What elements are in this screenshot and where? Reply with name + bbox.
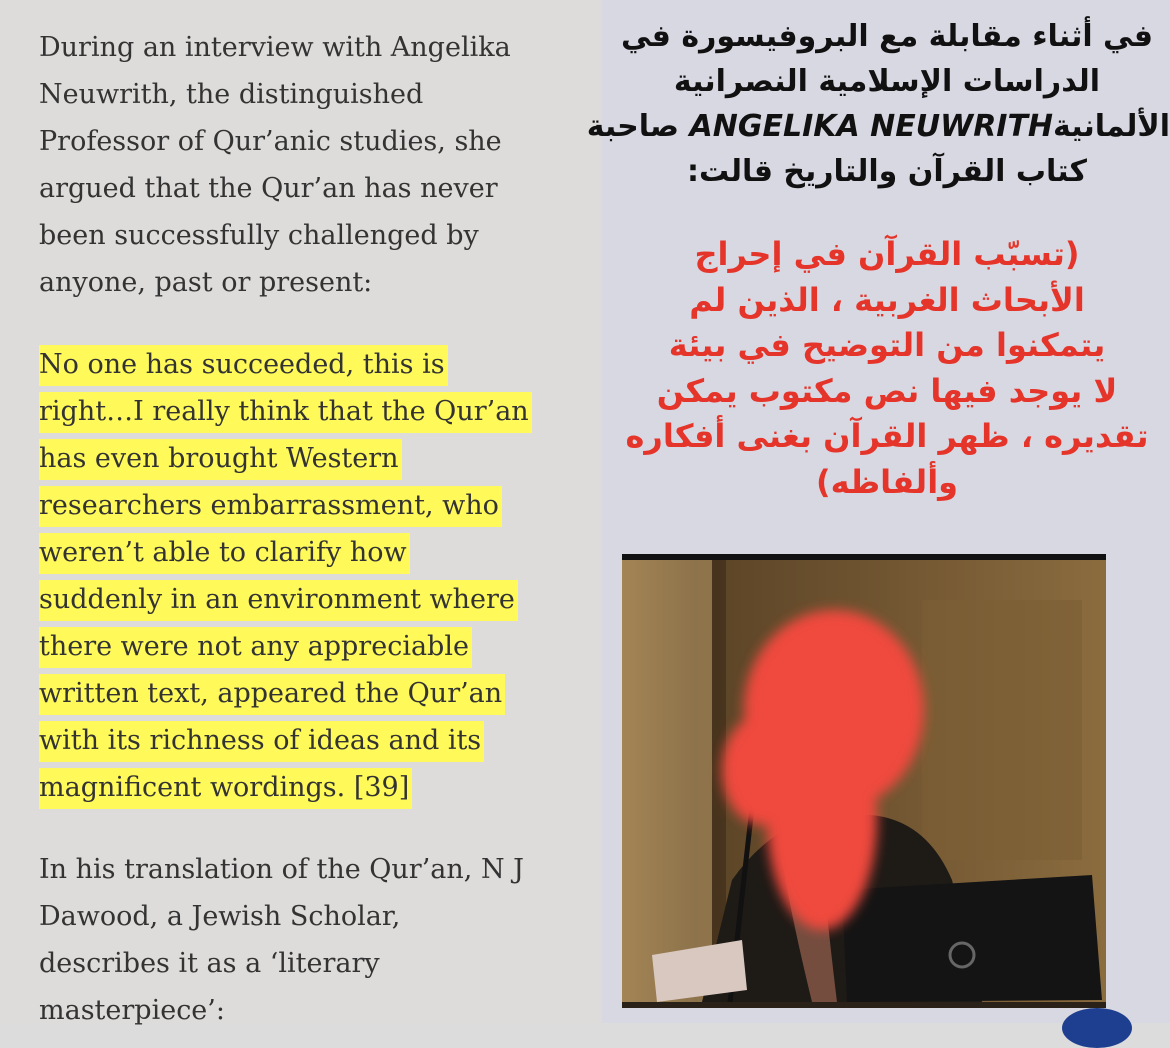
arabic-quote-line: وألفاظه) [815,462,959,501]
arabic-quote-line: تقديره ، ظهر القرآن بغنى أفكاره [625,417,1149,455]
professor-name: ANGELIKA NEUWRITH [689,109,1054,144]
text-line: Dawood, a Jewish Scholar, [39,901,401,932]
arabic-heading-line: في أثناء مقابلة مع البروفيسورة في [620,19,1154,54]
highlighted-line: written text, appeared the Qur’an [39,674,505,715]
text-line: Professor of Qur’anic studies, she [39,126,502,157]
text-line: In his translation of the Qur’an, N J [39,854,524,885]
arabic-heading-line: كتاب القرآن والتاريخ قالت: [687,154,1087,189]
highlighted-line: there were not any appreciable [39,627,472,668]
heading-suffix: صاحبة [586,109,680,144]
wall-panel [622,560,712,1002]
highlighted-line: No one has succeeded, this is [39,345,448,386]
arabic-quote-line: (تسبّب القرآن في إحراج [694,235,1080,273]
text-line: Neuwrith, the distinguished [39,79,424,110]
intro-paragraph [39,24,569,306]
laptop [842,875,1102,1002]
arabic-quote-line: لا يوجد فيها نص مكتوب يمكن [656,371,1118,410]
arabic-quote [604,232,1170,505]
wall-panel [922,600,1082,860]
arabic-heading-line [586,104,1170,149]
heading-prefix: الألمانية [1053,109,1170,144]
highlighted-quote [39,341,569,811]
highlighted-line: with its richness of ideas and its [39,721,484,762]
text-line: been successfully challenged by [39,220,479,251]
text-line: During an interview with Angelika [39,32,511,63]
highlighted-line: right…I really think that the Qur’an [39,392,532,433]
speaker-photo [622,554,1106,1008]
highlighted-line: magnificent wordings. [39] [39,768,412,809]
arabic-heading [586,14,1170,194]
photo-scene [622,560,1106,1002]
text-line: anyone, past or present: [39,267,373,298]
arabic-quote-line: يتمكنوا من التوضيح في بيئة [668,326,1106,364]
next-paragraph [39,846,569,1034]
highlighted-line: suddenly in an environment where [39,580,518,621]
text-line: describes it as a ‘literary [39,948,380,979]
logo-icon [1062,1008,1132,1048]
text-line: masterpiece’: [39,995,225,1026]
arabic-quote-line: الأبحاث الغربية ، الذين لم [689,280,1085,319]
arabic-heading-line: الدراسات الإسلامية النصرانية [673,64,1101,99]
text-line: argued that the Qur’an has never [39,173,498,204]
highlighted-line: weren’t able to clarify how [39,533,410,574]
highlighted-line: has even brought Western [39,439,402,480]
highlighted-line: researchers embarrassment, who [39,486,502,527]
